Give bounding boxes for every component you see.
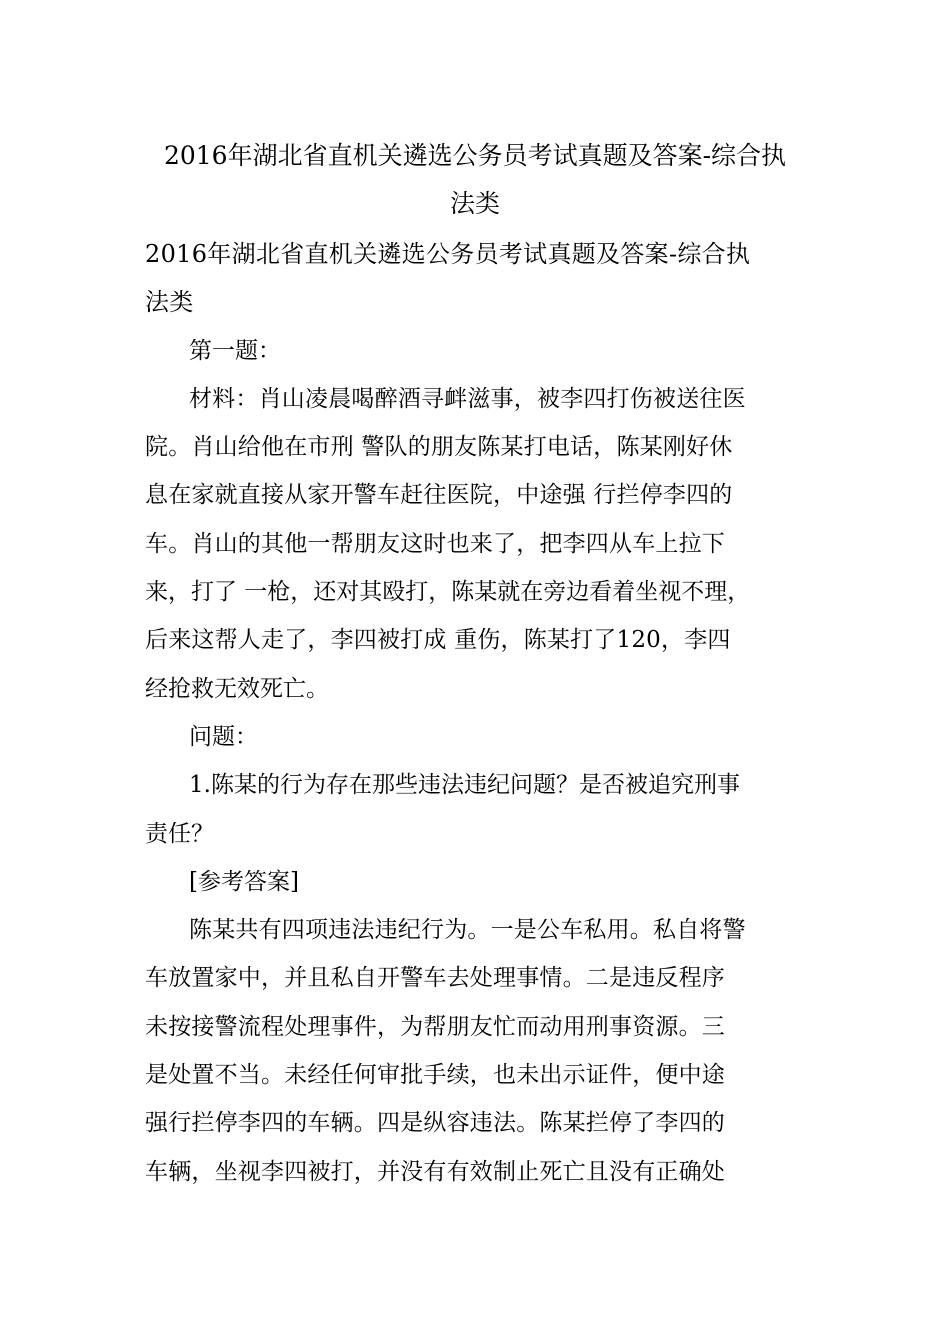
title-line-1: 2016年湖北省直机关遴选公务员考试真题及答案-综合执 — [163, 141, 787, 170]
answer-line: 是处置不当。未经任何审批手续，也未出示证件，便中途 — [145, 1062, 725, 1089]
answer-line: 未按接警流程处理事件，为帮朋友忙而动用刑事资源。三 — [145, 1013, 725, 1040]
section-heading-answer: [参考答案] — [189, 868, 299, 895]
material-line: 来，打了 一枪，还对其殴打，陈某就在旁边看着坐视不理， — [145, 579, 751, 606]
question-line: 责任？ — [145, 820, 214, 847]
material-line: 院。肖山给他在市刑 警队的朋友陈某打电话，陈某刚好休 — [145, 434, 733, 461]
section-heading-questions: 问题： — [189, 723, 258, 750]
question-line: 1.陈某的行为存在那些违法违纪问题？是否被追究刑事 — [189, 772, 740, 799]
document-body — [145, 230, 835, 1196]
section-heading-question-1: 第一题： — [189, 337, 281, 364]
answer-line: 强行拦停李四的车辆。四是纵容违法。陈某拦停了李四的 — [145, 1110, 725, 1137]
subtitle-line-1: 2016年湖北省直机关遴选公务员考试真题及答案-综合执 — [145, 240, 751, 268]
material-line: 车。肖山的其他一帮朋友这时也来了，把李四从车上拉下 — [145, 530, 725, 557]
subtitle-line-2: 法类 — [145, 288, 194, 317]
document-title — [0, 132, 950, 228]
answer-line: 车辆，坐视李四被打，并没有有效制止死亡且没有正确处 — [145, 1158, 725, 1185]
material-line: 经抢救无效死亡。 — [145, 675, 329, 702]
material-line: 材料：肖山凌晨喝醉酒寻衅滋事，被李四打伤被送往医 — [189, 385, 746, 412]
answer-line: 车放置家中，并且私自开警车去处理事情。二是违反程序 — [145, 965, 725, 992]
title-line-2: 法类 — [449, 189, 500, 218]
material-line: 后来这帮人走了，李四被打成 重伤，陈某打了120，李四 — [145, 627, 731, 654]
material-line: 息在家就直接从家开警车赶往医院，中途强 行拦停李四的 — [145, 482, 733, 509]
answer-line: 陈某共有四项违法违纪行为。一是公车私用。私自将警 — [189, 917, 746, 944]
